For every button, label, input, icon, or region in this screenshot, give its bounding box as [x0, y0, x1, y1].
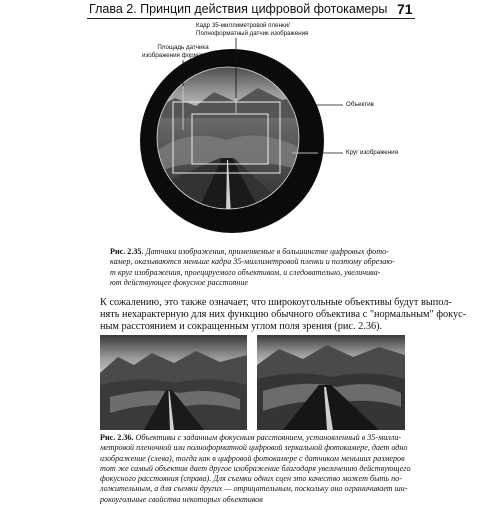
- page-number: 71: [397, 1, 413, 17]
- figure-235-caption-line: ют действующее фокусное расстояние: [110, 277, 248, 287]
- callout-aps-line1: Площадь датчика: [157, 44, 209, 51]
- callout-full-frame: [196, 22, 309, 37]
- figure-235-label: Рис. 2.35.: [110, 247, 144, 256]
- body-paragraph: [100, 297, 467, 334]
- photo-left-full-frame: [100, 335, 247, 430]
- figure-236-label: Рис. 2.36.: [100, 433, 134, 442]
- callout-aps-c: [142, 44, 228, 59]
- body-line: нять нехарактерную для них функцию обычного объектива с "нормальным" фокус-: [100, 309, 467, 321]
- figure-236-caption-line: рокоугольные свойства некоторых объективов: [100, 494, 263, 504]
- figure-236-caption-line: метровой пленочной или полноформатной цифровой зеркальной фотокамере, дает одно: [100, 443, 408, 453]
- figure-236-caption-line: фокусного расстояния (справа). Для съемки одних сцен это качество может быть по-: [100, 474, 402, 484]
- figure-236-caption-line: ложительным, а для съемки других — отрицательным, поскольку оно ограничивает ши-: [100, 484, 408, 494]
- figure-235-caption-line: камер, оказываются меньше кадра 35-миллиметровой пленки и поэтому обрезаю-: [110, 257, 395, 267]
- callout-aps-line2: изображения формата APS-C: [142, 51, 228, 59]
- callout-full-frame-line2: Полноформатный датчик изображения: [196, 29, 309, 37]
- photo-right-cropped: [257, 335, 405, 430]
- chapter-header: Глава 2. Принцип действия цифровой фотокамеры: [89, 2, 388, 16]
- callout-image-circle: Круг изображения: [346, 149, 398, 156]
- figure-236-caption-line: Объективы с заданным фокусным расстоянием, установленный в 35-милли-: [135, 433, 402, 442]
- callout-lens: Объектив: [346, 101, 374, 108]
- figure-236-caption-line: изображение (слева), тогда как в цифровой фотокамере с датчиком меньших размеров: [100, 453, 405, 463]
- figure-235-caption: [110, 247, 410, 288]
- body-line: ным расстоянием и сокращенным углом поля зрения (рис. 2.36).: [100, 321, 383, 333]
- callout-full-frame-line1: Кадр 35-миллиметровой пленки/: [196, 22, 290, 29]
- body-line: К сожалению, это также означает, что широкоугольные объективы будут выпол-: [100, 297, 452, 308]
- figure-235-caption-line: т круг изображения, проецируемого объективом, и следовательно, увеличива-: [110, 267, 381, 277]
- figure-235-caption-line: Датчики изображения, применяемые в большинстве цифровых фото-: [145, 247, 389, 256]
- figure-236-caption-line: тот же самый объектив дает другое изображение благодаря увеличению действующего: [100, 463, 411, 473]
- figure-236-caption: [100, 433, 412, 505]
